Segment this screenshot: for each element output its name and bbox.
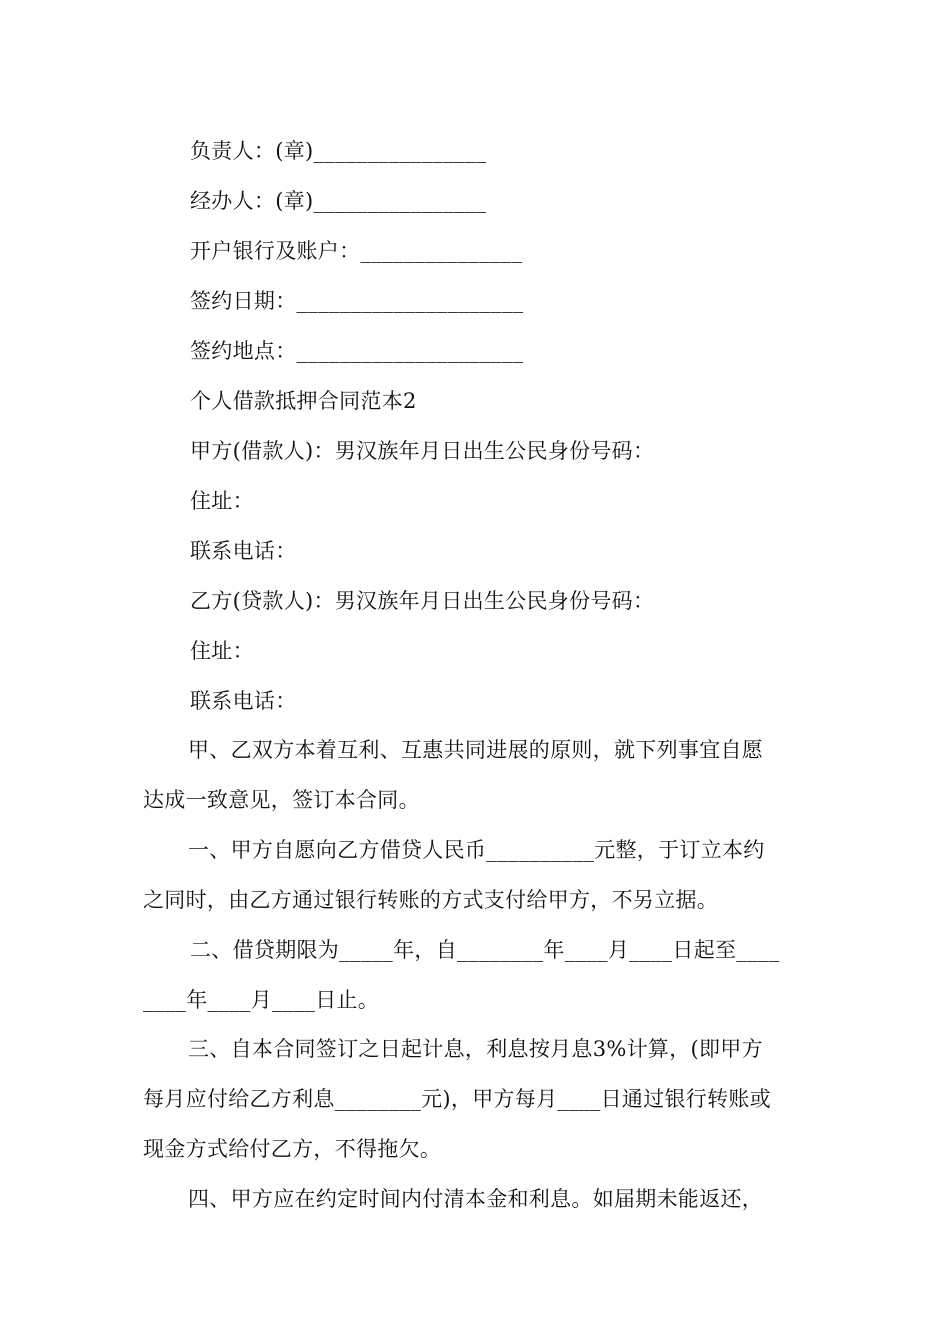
party-b-phone: 联系电话：	[190, 689, 297, 713]
clause-3-line-1: 三、自本合同签订之日起计息，利息按月息3%计算，(即甲方	[188, 1037, 763, 1061]
clause-2-line-2: ____年____月____日止。	[143, 988, 380, 1012]
clause-1-line-1: 一、甲方自愿向乙方借贷人民币__________元整，于订立本约	[188, 838, 765, 862]
signature-responsible-person: 负责人：(章)________________	[190, 139, 487, 163]
signature-handler: 经办人：(章)________________	[190, 189, 487, 213]
bank-account-field: 开户银行及账户：_______________	[190, 239, 523, 263]
signing-date-field: 签约日期：_____________________	[190, 289, 524, 313]
preamble-line-1: 甲、乙双方本着互利、互惠共同进展的原则，就下列事宜自愿	[188, 738, 764, 762]
party-a-info: 甲方(借款人)：男汉族年月日出生公民身份号码：	[190, 439, 655, 463]
signing-place-field: 签约地点：_____________________	[190, 339, 524, 363]
clause-4-line-1: 四、甲方应在约定时间内付清本金和利息。如届期未能返还，	[188, 1187, 764, 1211]
party-b-info: 乙方(贷款人)：男汉族年月日出生公民身份号码：	[190, 589, 655, 613]
party-a-phone: 联系电话：	[190, 539, 297, 563]
party-b-address: 住址：	[190, 639, 254, 663]
preamble-line-2: 达成一致意见，签订本合同。	[143, 788, 420, 812]
clause-3-line-3: 现金方式给付乙方，不得拖欠。	[143, 1137, 442, 1161]
clause-1-line-2: 之同时，由乙方通过银行转账的方式支付给甲方，不另立据。	[143, 888, 719, 912]
clause-2-line-1: 二、借贷期限为_____年，自________年____月____日起至____	[190, 938, 780, 962]
party-a-address: 住址：	[190, 489, 254, 513]
clause-3-line-2: 每月应付给乙方利息________元)，甲方每月____日通过银行转账或	[143, 1087, 771, 1111]
contract-title: 个人借款抵押合同范本2	[190, 389, 417, 413]
